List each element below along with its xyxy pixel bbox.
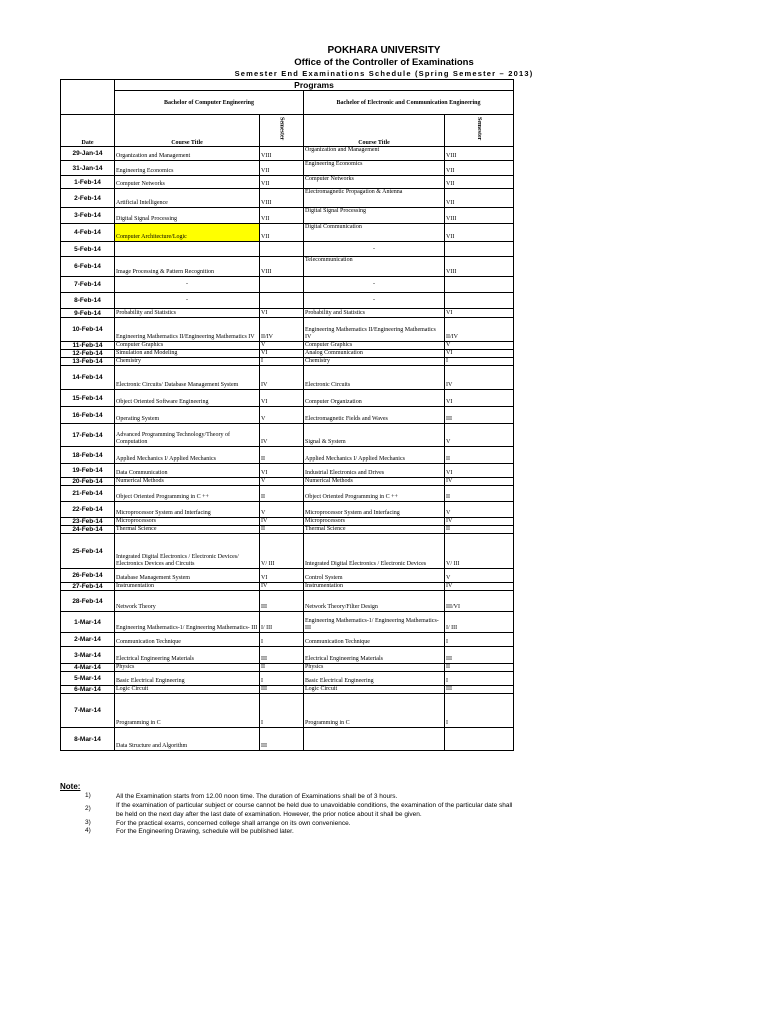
course-title-cell: Artificial Intelligence [115,189,260,208]
semester-cell: III/VI [445,591,514,612]
table-row [61,277,514,293]
table-row [61,486,514,502]
course-title-cell: Applied Mechanics I/ Applied Mechanics [115,447,260,464]
course-title-cell: Data Communication [115,464,260,478]
course-title-cell: Basic Electrical Engineering [115,672,260,686]
table-row [61,534,514,569]
semester-cell: III [260,686,304,694]
course-title-cell: Instrumentation [115,583,260,591]
table-row [61,502,514,518]
course-title-cell: Network Theory/Filter Design [304,591,445,612]
course-title-cell [115,242,260,257]
course-title-cell: Basic Electrical Engineering [304,672,445,686]
course-title-cell: Digital Communication [304,224,445,242]
semester-cell: VII [445,161,514,176]
semester-cell: V/ III [260,534,304,569]
course-title-cell: Physics [115,664,260,672]
semester-cell: IV [260,583,304,591]
semester-cell: VI [445,309,514,318]
course-title-cell: Network Theory [115,591,260,612]
semester-cell: V [445,502,514,518]
table-row [61,293,514,309]
course-title-cell: Data Structure and Algorithm [115,728,260,751]
table-row [61,447,514,464]
semester-cell: VIII [445,147,514,161]
semester-cell: II [445,526,514,534]
semester-cell: I [445,672,514,686]
semester-cell: II [445,664,514,672]
semester-cell: V [445,424,514,447]
semester-cell: VII [260,176,304,189]
course-title-cell: Numerical Methods [304,478,445,486]
course-title-cell: - [115,277,260,293]
semester-cell: I/ III [260,612,304,633]
table-row [61,342,514,350]
course-title-cell: Numerical Methods [115,478,260,486]
date-cell: 18-Feb-14 [61,447,115,464]
course-title-cell: - [115,293,260,309]
semester-cell: II [445,486,514,502]
semester-cell: VI [260,569,304,583]
course-title-cell: Industrial Electronics and Drives [304,464,445,478]
semester-cell [445,242,514,257]
table-row [61,257,514,277]
date-cell: 21-Feb-14 [61,486,115,502]
course-title-cell: Engineering Mathematics-1/ Engineering Mathematics- III [115,612,260,633]
course-title-cell: Computer Graphics [304,342,445,350]
semester-cell: II [260,526,304,534]
table-row [61,647,514,664]
table-row [61,242,514,257]
table-row [61,318,514,342]
semester-cell: II [260,664,304,672]
course-title-cell: Operating System [115,407,260,424]
date-header-spacer [61,80,115,115]
date-cell: 27-Feb-14 [61,583,115,591]
semester-cell: VI [445,390,514,407]
date-header: Date [61,115,115,147]
table-row [61,464,514,478]
course-title-cell: Organization and Management [304,147,445,161]
semester-cell [445,277,514,293]
semester-header: Semester [260,115,304,147]
table-row [61,390,514,407]
course-title-cell: Engineering Mathematics II/Engineering Mathematics IV [115,318,260,342]
date-cell: 11-Feb-14 [61,342,115,350]
course-title-cell: Chemistry [115,358,260,366]
date-cell: 15-Feb-14 [61,390,115,407]
semester-cell: VIII [445,208,514,224]
date-cell: 4-Mar-14 [61,664,115,672]
semester-cell: VIII [260,147,304,161]
course-title-cell: Microprocessor System and Interfacing [115,502,260,518]
date-cell: 20-Feb-14 [61,478,115,486]
course-title-cell: Electromagnetic Fields and Waves [304,407,445,424]
semester-cell: VII [260,224,304,242]
date-cell: 17-Feb-14 [61,424,115,447]
semester-cell: VIII [260,257,304,277]
semester-cell: IV [445,518,514,526]
course-title-cell: Microprocessor System and Interfacing [304,502,445,518]
course-title-cell: Electrical Engineering Materials [115,647,260,664]
course-title-cell [304,728,445,751]
semester-cell: II [260,447,304,464]
semester-cell: II [260,486,304,502]
semester-cell: IV [445,583,514,591]
table-row [61,591,514,612]
semester-cell: VI [260,350,304,358]
course-title-cell: Digital Signal Processing [304,208,445,224]
date-cell: 9-Feb-14 [61,309,115,318]
semester-cell: I [445,694,514,728]
date-cell: 5-Mar-14 [61,672,115,686]
date-cell: 6-Feb-14 [61,257,115,277]
course-title-cell: Object Oriented Programming in C ++ [115,486,260,502]
course-title-cell: Control System [304,569,445,583]
date-cell: 7-Feb-14 [61,277,115,293]
semester-cell: I [445,633,514,647]
semester-cell: VI [260,309,304,318]
semester-cell: IV [445,478,514,486]
course-title-cell: Logic Circuit [304,686,445,694]
date-cell: 8-Feb-14 [61,293,115,309]
course-title-cell: Analog Communication [304,350,445,358]
course-title-cell: Chemistry [304,358,445,366]
date-cell: 19-Feb-14 [61,464,115,478]
semester-cell: VI [260,464,304,478]
semester-cell: IV [260,518,304,526]
table-row [61,664,514,672]
course-title-cell: Integrated Digital Electronics / Electronic Devices/ Electronics Devices and Circuits [115,534,260,569]
semester-cell: I [260,694,304,728]
semester-cell: V [445,569,514,583]
table-row [61,526,514,534]
course-title-cell: - [304,277,445,293]
course-title-cell: Image Processing & Pattern Recognition [115,257,260,277]
course-title-cell: Engineering Economics [304,161,445,176]
table-row [61,147,514,161]
office-title: Office of the Controller of Examinations [294,57,474,68]
semester-cell: IV [445,366,514,390]
date-cell: 25-Feb-14 [61,534,115,569]
table-row [61,161,514,176]
date-cell: 8-Mar-14 [61,728,115,751]
course-title-cell: Engineering Mathematics-1/ Engineering Mathematics- III [304,612,445,633]
course-title-cell: - [304,242,445,257]
table-row [61,633,514,647]
semester-cell: VI [260,390,304,407]
semester-cell: V [260,342,304,350]
semester-cell: III [260,728,304,751]
course-title-cell: Electrical Engineering Materials [304,647,445,664]
course-title-cell: Advanced Programming Technology/Theory of Computation [115,424,260,447]
date-cell: 13-Feb-14 [61,358,115,366]
semester-cell: II/IV [260,318,304,342]
date-cell: 24-Feb-14 [61,526,115,534]
semester-header: Semester [445,115,514,147]
table-row [61,694,514,728]
semester-cell: VI [445,350,514,358]
date-cell: 3-Feb-14 [61,208,115,224]
date-cell: 12-Feb-14 [61,350,115,358]
date-cell: 22-Feb-14 [61,502,115,518]
semester-cell: I/ III [445,612,514,633]
table-row [61,569,514,583]
course-title-cell: Programming in C [304,694,445,728]
semester-cell [260,277,304,293]
semester-cell: VII [445,189,514,208]
date-cell: 16-Feb-14 [61,407,115,424]
semester-cell: I [260,358,304,366]
semester-cell: III [445,407,514,424]
semester-cell [260,293,304,309]
table-row [61,686,514,694]
date-cell: 1-Feb-14 [61,176,115,189]
table-row [61,309,514,318]
date-cell: 5-Feb-14 [61,242,115,257]
course-title-cell: Programming in C [115,694,260,728]
course-title-cell: Electronic Circuits [304,366,445,390]
course-title-cell: Digital Signal Processing [115,208,260,224]
date-cell: 7-Mar-14 [61,694,115,728]
table-row [61,176,514,189]
semester-cell: V [445,342,514,350]
table-row [61,224,514,242]
course-title-cell: - [304,293,445,309]
date-cell: 14-Feb-14 [61,366,115,390]
table-row [61,672,514,686]
semester-cell: I [445,358,514,366]
programs-header: Programs [115,80,514,91]
course-title-cell: Computer Organization [304,390,445,407]
course-title-header: Course Title [115,115,260,147]
course-title-cell: Engineering Mathematics II/Engineering Mathematics IV [304,318,445,342]
course-title-cell: Computer Architecture/Logic [115,224,260,242]
exam-schedule-table [60,79,514,751]
table-row [61,424,514,447]
course-title-cell: Object Oriented Programming in C ++ [304,486,445,502]
course-title-cell: Microprocessors [304,518,445,526]
table-row [61,366,514,390]
course-title-cell: Thermal Science [115,526,260,534]
date-cell: 29-Jan-14 [61,147,115,161]
course-title-cell: Signal & System [304,424,445,447]
university-name: POKHARA UNIVERSITY [327,45,441,56]
course-title-cell: Thermal Science [304,526,445,534]
date-cell: 3-Mar-14 [61,647,115,664]
table-row [61,407,514,424]
course-title-cell: Electromagnetic Propagation & Antenna [304,189,445,208]
date-cell: 4-Feb-14 [61,224,115,242]
notes-title: Note: [60,782,81,791]
notes-section: Note: 1) All the Examination starts from 12.00 noon time. The duration of Examinations shall be of 3 hours. 2) If the examination of particular subject or course cannot be held due to unavoidable conditions, the examination of the particular date shall be held on the next day after the last date of examination. However, the prior notice about it shall be given. 3) For the practical exams, concerned college shall arrange on its own convenience. 4) For the Engineering Drawing, schedule will be published later. [60,782,520,791]
date-cell: 2-Feb-14 [61,189,115,208]
course-title-cell: Integrated Digital Electronics / Electronic Devices [304,534,445,569]
date-cell: 28-Feb-14 [61,591,115,612]
table-row [61,583,514,591]
course-title-cell: Computer Graphics [115,342,260,350]
table-row [61,518,514,526]
semester-cell: III [260,647,304,664]
course-title-cell: Applied Mechanics I/ Applied Mechanics [304,447,445,464]
course-title-cell: Probability and Statistics [304,309,445,318]
table-row [61,612,514,633]
semester-cell: II [445,447,514,464]
course-title-cell: Probability and Statistics [115,309,260,318]
course-title-cell: Simulation and Modeling [115,350,260,358]
semester-cell: VII [260,161,304,176]
table-row [61,478,514,486]
table-row [61,208,514,224]
semester-cell: V [260,502,304,518]
table-row [61,189,514,208]
program-computer-engineering: Bachelor of Computer Engineering [115,91,304,115]
course-title-cell: Microprocessors [115,518,260,526]
semester-cell: VII [445,224,514,242]
date-cell: 26-Feb-14 [61,569,115,583]
course-title-cell: Computer Networks [304,176,445,189]
course-title-cell: Physics [304,664,445,672]
semester-cell: IV [260,424,304,447]
semester-cell: III [445,686,514,694]
course-title-cell: Organization and Management [115,147,260,161]
course-title-cell: Electronic Circuits/ Database Management System [115,366,260,390]
semester-cell: V/ III [445,534,514,569]
semester-cell [445,293,514,309]
course-title-cell: Communication Technique [304,633,445,647]
semester-cell: VII [445,176,514,189]
course-title-cell: Instrumentation [304,583,445,591]
date-cell: 10-Feb-14 [61,318,115,342]
semester-cell: I [260,672,304,686]
semester-cell: VI [445,464,514,478]
course-title-cell: Engineering Economics [115,161,260,176]
schedule-title: Semester End Examinations Schedule (Spring Semester – 2013) [234,69,534,78]
course-title-header: Course Title [304,115,445,147]
semester-cell [445,728,514,751]
course-title-cell: Telecommunication [304,257,445,277]
table-row [61,358,514,366]
semester-cell: IV [260,366,304,390]
course-title-cell: Database Management System [115,569,260,583]
course-title-cell: Logic Circuit [115,686,260,694]
semester-cell: V [260,478,304,486]
semester-cell: II/IV [445,318,514,342]
semester-cell: III [445,647,514,664]
semester-cell: V [260,407,304,424]
semester-cell: VII [260,208,304,224]
date-cell: 1-Mar-14 [61,612,115,633]
semester-cell [260,242,304,257]
program-electronic-communication: Bachelor of Electronic and Communication Engineering [304,91,514,115]
date-cell: 6-Mar-14 [61,686,115,694]
course-title-cell: Object Oriented Software Engineering [115,390,260,407]
table-row [61,728,514,751]
course-title-cell: Communication Technique [115,633,260,647]
semester-cell: VIII [260,189,304,208]
semester-cell: III [260,591,304,612]
semester-cell: I [260,633,304,647]
table-row [61,350,514,358]
course-title-cell: Computer Networks [115,176,260,189]
date-cell: 31-Jan-14 [61,161,115,176]
date-cell: 23-Feb-14 [61,518,115,526]
semester-cell: VIII [445,257,514,277]
date-cell: 2-Mar-14 [61,633,115,647]
